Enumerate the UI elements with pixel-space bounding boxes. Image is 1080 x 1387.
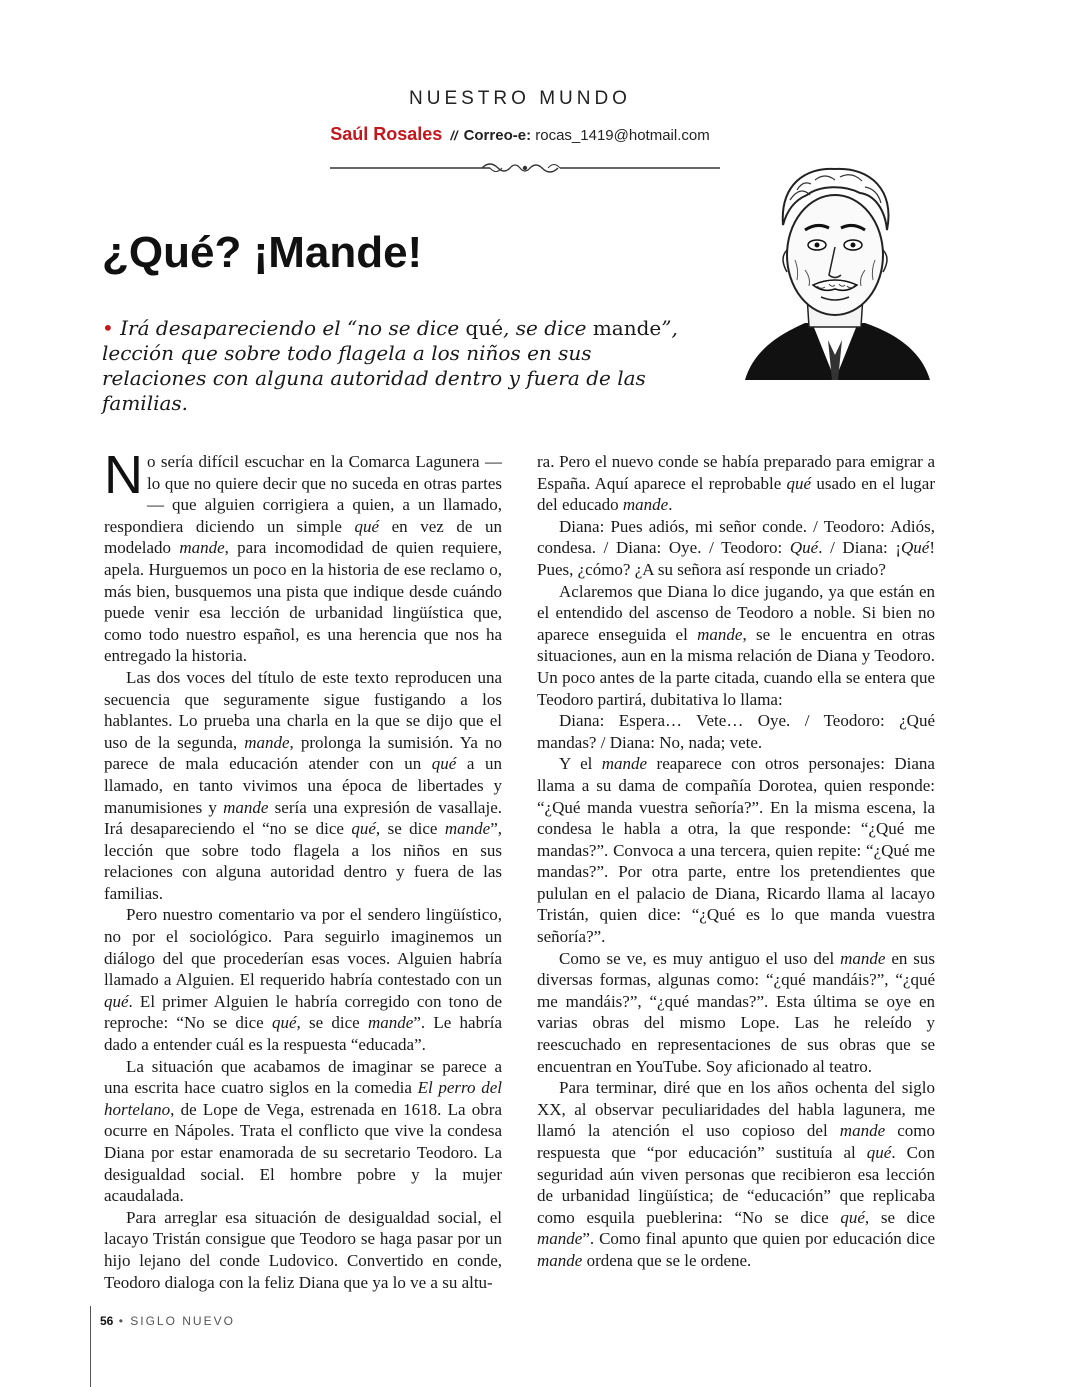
- body-paragraph: La situación que acabamos de imaginar se parece a una escrita hace cuatro siglos en la comedia El perro del hortelano, de Lope de Vega, estrenada en 1618. La obra ocurre en Nápoles. Trata el conflicto que vive la condesa Diana por estar enamorada de su secretario Teodoro. La desigualdad social. El hombre pobre y la mujer acaudalada.: [104, 1056, 502, 1206]
- footer-dot: •: [118, 1314, 125, 1328]
- author-email: rocas_1419@hotmail.com: [535, 127, 710, 144]
- byline-separator: //: [450, 128, 458, 143]
- deck-text: Irá desapareciendo el “no se dice: [113, 316, 466, 340]
- footer-rule: [90, 1306, 91, 1387]
- body-column-1: [104, 445, 503, 1293]
- deck-text: ”, lección que sobre todo flagela a los niños en sus relaciones con alguna autoridad dentro y fuera de las familias.: [102, 316, 678, 415]
- section-title: NUESTRO MUNDO: [409, 88, 631, 109]
- author-portrait: [735, 155, 935, 380]
- page-number: 56: [100, 1314, 114, 1328]
- body-paragraph: No sería difícil escuchar en la Comarca Lagunera —lo que no quiere decir que no suceda en otras partes— que alguien corrigiera a quien, a un llamado, respondiera diciendo un simple qué en vez de un modelado mande, para incomodidad de quien requiere, apela. Hurguemos un poco en la historia de ese reclamo o, más bien, busquemos una pista que indique desde cuándo puede venir esa lección de urbanidad lingüística que, como todo nuestro español, es una herencia que nos ha entregado la historia.: [104, 445, 502, 666]
- page-footer: [100, 1314, 235, 1328]
- deck-text: , se dice: [503, 316, 593, 340]
- article-deck: [102, 316, 702, 416]
- article-title: ¿Qué? ¡Mande!: [102, 228, 423, 277]
- magazine-name: SIGLO NUEVO: [130, 1314, 235, 1328]
- body-paragraph: Pero nuestro comentario va por el sendero lingüístico, no por el sociológico. Para seguirlo imaginemos un diálogo del que procederían esas voces. Alguien habría llamado a Alguien. El requerido habría contestado con un qué. El primer Alguien le habría corregido con tono de reproche: “No se dice qué, se dice mande”. Le habría dado a entender cuál es la respuesta “educada”.: [104, 905, 503, 1055]
- email-label: Correo-e:: [463, 127, 532, 144]
- body-paragraph: Y el mande reaparece con otros personajes: Diana llama a su dama de compañía Dorotea, quien responde: “¿Qué manda vuestra señoría?”. En la misma escena, la condesa le habla a otra, la que responde: “¿Qué me mandas?”. Convoca a una tercera, quien repite: “¿Qué me mandas?”. Por otra parte, entre los pretendientes que pululan en el palacio de Diana, Ricardo llama al lacayo Tristán, quien dice: “¿Qué es lo que manda vuestra señoría?”.: [537, 754, 935, 947]
- body-column-2: [537, 451, 935, 1272]
- body-paragraph: Aclaremos que Diana lo dice jugando, ya que están en el entendido del ascenso de Teodoro a noble. Si bien no aparece enseguida el mande, se le encuentra en otras situaciones, aun en la misma relación de Diana y Teodoro. Un poco antes de la parte citada, cuando ella se entera que Teodoro partirá, dubitativa lo llama:: [537, 581, 935, 709]
- dialogue-quote: Diana: Pues adiós, mi señor conde. / Teodoro: Adiós, condesa. / Diana: Oye. / Teodoro: Qué. / Diana: ¡Qué! Pues, ¿cómo? ¿A su señora así responde un criado?: [537, 516, 936, 579]
- body-paragraph: Como se ve, es muy antiguo el uso del mande en sus diversas formas, algunas como: “¿qué mandáis?”, “¿qué me mandáis?”, “¿qué mandas?”. Esta última se oye en varias obras del mismo Lope. Las he releído y reescuchado en representaciones de sus obras que se encuentran en YouTube. Soy aficionado al teatro.: [537, 948, 935, 1076]
- dialogue-quote: Diana: Espera… Vete… Oye. / Teodoro: ¿Qué mandas? / Diana: No, nada; vete.: [537, 711, 935, 752]
- body-paragraph: ra. Pero el nuevo conde se había preparado para emigrar a España. Aquí aparece el reprobable qué usado en el lugar del educado mande.: [537, 452, 936, 515]
- ornament-divider: [330, 157, 720, 179]
- deck-word: mande: [592, 316, 662, 340]
- drop-cap: N: [104, 445, 143, 505]
- body-paragraph: Las dos voces del título de este texto reproducen una secuencia que seguramente sigue fustigando a los hablantes. Lo prueba una charla en la que se dijo que el uso de la segunda, mande, prolonga la sumisión. Ya no parece de mala educación atender con un qué a un llamado, en tanto vivimos una época de libertades y manumisiones y mande sería una expresión de vasallaje. Irá desapareciendo el “no se dice qué, se dice mande”, lección que sobre todo flagela a los niños en sus relaciones con alguna autoridad dentro y fuera de las familias.: [104, 667, 503, 903]
- deck-word: qué: [465, 316, 504, 340]
- body-paragraph: Para arreglar esa situación de desigualdad social, el lacayo Tristán consigue que Teodoro se haga pasar por un hijo lejano del conde Ludovico. Convertido en conde, Teodoro dialoga con la feliz Diana que ya lo ve a su altu-: [104, 1207, 502, 1292]
- deck-bullet: •: [102, 316, 114, 340]
- body-paragraph: Para terminar, diré que en los años ochenta del siglo XX, al observar peculiaridades del habla lagunera, me llamó la atención el uso copioso del mande como respuesta que “por educación” sustituía al qué. Con seguridad aún viven personas que recibieron esa lección de urbanidad lingüística; de “educación” que replicaba como esquila pueblerina: “No se dice qué, se dice mande”. Como final apunto que quien por educación dice mande ordena que se le ordene.: [537, 1078, 935, 1270]
- author-name: Saúl Rosales: [330, 124, 443, 144]
- byline: [0, 124, 1040, 145]
